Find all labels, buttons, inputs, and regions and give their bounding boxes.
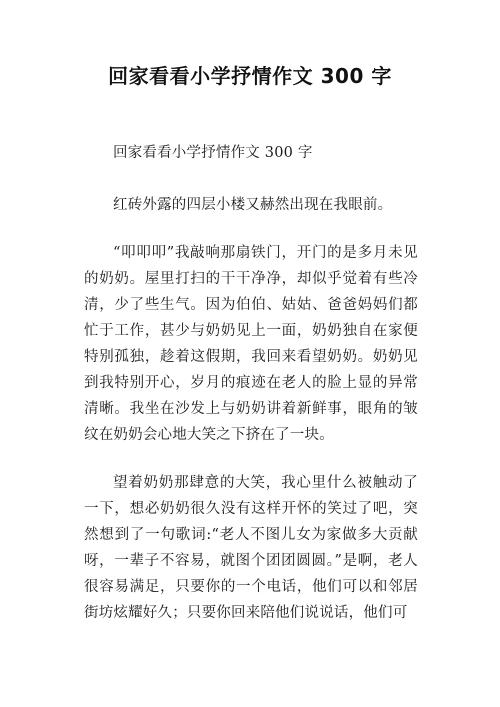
paragraph: 红砖外露的四层小楼又赫然出现在我眼前。	[113, 197, 393, 213]
paragraph: “叩叩叩”我敲响那扇铁门，开门的是多月未见的奶奶。屋里打扫的干干净净，却似乎觉着有些冷清，少了些生气。因为伯伯、姑姑、爸爸妈妈们都忙于工作，甚少与奶奶见上一面，奶奶独自在家便特别孤独，趁着这假期，我回来看望奶奶。奶奶见到我特别开心，岁月的痕迹在老人的脸上显的异常清晰。我坐在沙发上与奶奶讲着新鲜事，眼角的皱纹在奶奶会心地大笑之下挤在了一块。	[84, 245, 418, 443]
paragraph: 望着奶奶那肆意的大笑，我心里什么被触动了一下，想必奶奶很久没有这样开怀的笑过了吧，突然想到了一句歌词:“老人不图儿女为家做多大贡献呀，一辈子不容易，就图个团团圆圆。”是啊，老人很容易满足，只要你的一个电话，他们可以和邻居街坊炫耀好久；只要你回来陪他们说说话，他们可	[84, 475, 418, 621]
paragraph-subtitle: 回家看看小学抒情作文 300 字	[113, 145, 313, 161]
document-title: 回家看看小学抒情作文 300 字	[108, 64, 392, 88]
document-body	[84, 140, 418, 648]
